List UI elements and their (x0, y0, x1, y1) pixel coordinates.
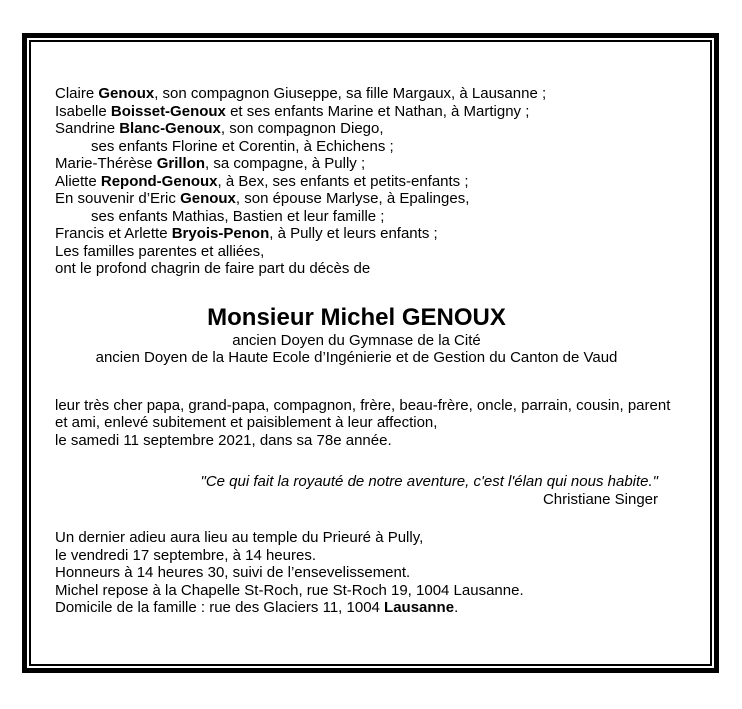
deceased-titles (55, 332, 658, 367)
quote-author: Christiane Singer (542, 490, 658, 508)
text-segment: ancien Doyen de la Haute Ecole d’Ingénierie et de Gestion du Canton de Vaud (95, 349, 618, 366)
quote-block (55, 473, 658, 508)
name-emphasis: Boisset-Genoux (110, 102, 226, 120)
text-segment: Les familles parentes et alliées, (55, 242, 265, 260)
text-segment: le samedi 11 septembre 2021, dans sa 78e année. (55, 431, 392, 449)
deceased-name: Monsieur Michel GENOUX (207, 303, 506, 331)
tribute-paragraph (55, 396, 671, 450)
text-line (55, 85, 658, 103)
text-line (55, 547, 658, 565)
text-segment: Marie-Thérèse (55, 155, 157, 172)
text-segment: ont le profond chagrin de faire part du décès de (55, 260, 371, 277)
text-segment: le vendredi 17 septembre, à 14 heures. (55, 546, 316, 564)
name-emphasis: Lausanne (384, 599, 455, 616)
text-line (55, 529, 658, 547)
text-segment: , sa compagne, à Pully ; (205, 155, 366, 172)
text-segment: Michel repose à la Chapelle St-Roch, rue St-Roch 19, 1004 Lausanne. (55, 581, 524, 599)
text-segment: Aliette (55, 172, 101, 190)
text-segment: , son épouse Marlyse, à Epalinges, (235, 190, 470, 207)
name-emphasis: Genoux (98, 85, 155, 102)
text-segment: et ami, enlevé subitement et paisiblement à leur affection, (55, 414, 438, 431)
text-line (55, 225, 658, 243)
text-line (55, 173, 658, 191)
text-segment: Honneurs à 14 heures 30, suivi de l’ensevelissement. (55, 564, 411, 581)
name-emphasis: Bryois-Penon (171, 225, 270, 242)
text-segment: et ses enfants Marine et Nathan, à Martigny ; (225, 102, 530, 120)
text-line (55, 155, 658, 173)
text-line (55, 564, 658, 582)
text-line (55, 414, 658, 432)
text-line (55, 260, 658, 278)
text-line (55, 190, 658, 208)
text-line (55, 208, 658, 226)
name-emphasis: Grillon (156, 155, 206, 172)
text-segment: leur très cher papa, grand-papa, compagnon, frère, beau-frère, oncle, parrain, cousin, parent (55, 396, 671, 414)
text-segment: Claire (55, 85, 99, 102)
text-segment: Un dernier adieu aura lieu au temple du Prieuré à Pully, (55, 529, 424, 546)
quote-text: "Ce qui fait la royauté de notre aventure, c'est l'élan qui nous habite." (200, 473, 658, 490)
text-line (55, 349, 658, 367)
text-segment: ses enfants Florine et Corentin, à Echichens ; (91, 137, 394, 155)
notice-content (29, 40, 712, 666)
text-segment: Sandrine (55, 120, 120, 137)
text-segment: Domicile de la famille : rue des Glaciers 11, 1004 (55, 599, 385, 616)
text-segment: Francis et Arlette (55, 225, 172, 242)
text-line (55, 599, 658, 617)
text-segment: , son compagnon Giuseppe, sa fille Margaux, à Lausanne ; (154, 85, 547, 102)
text-line (55, 120, 658, 138)
text-line (55, 582, 658, 600)
name-emphasis: Blanc-Genoux (119, 120, 221, 137)
text-segment: , à Pully et leurs enfants ; (269, 225, 438, 242)
text-line (55, 332, 658, 350)
text-segment: En souvenir d’Eric (55, 190, 181, 207)
text-line (55, 243, 658, 261)
deceased-block (55, 304, 658, 367)
text-line (55, 396, 671, 415)
name-emphasis: Repond-Genoux (100, 172, 218, 190)
notice-border-frame (22, 33, 719, 673)
text-segment: . (454, 599, 459, 616)
text-segment: ancien Doyen du Gymnase de la Cité (232, 331, 481, 349)
text-segment: Isabelle (55, 102, 111, 120)
text-segment: , à Bex, ses enfants et petits-enfants ; (217, 172, 469, 190)
ceremony-details (55, 529, 658, 617)
text-segment: , son compagnon Diego, (220, 120, 384, 137)
family-list (55, 85, 658, 278)
name-emphasis: Genoux (180, 190, 236, 207)
text-line (55, 432, 658, 450)
text-line (55, 138, 658, 156)
text-segment: ses enfants Mathias, Bastien et leur famille ; (91, 207, 385, 225)
text-line (55, 103, 658, 121)
